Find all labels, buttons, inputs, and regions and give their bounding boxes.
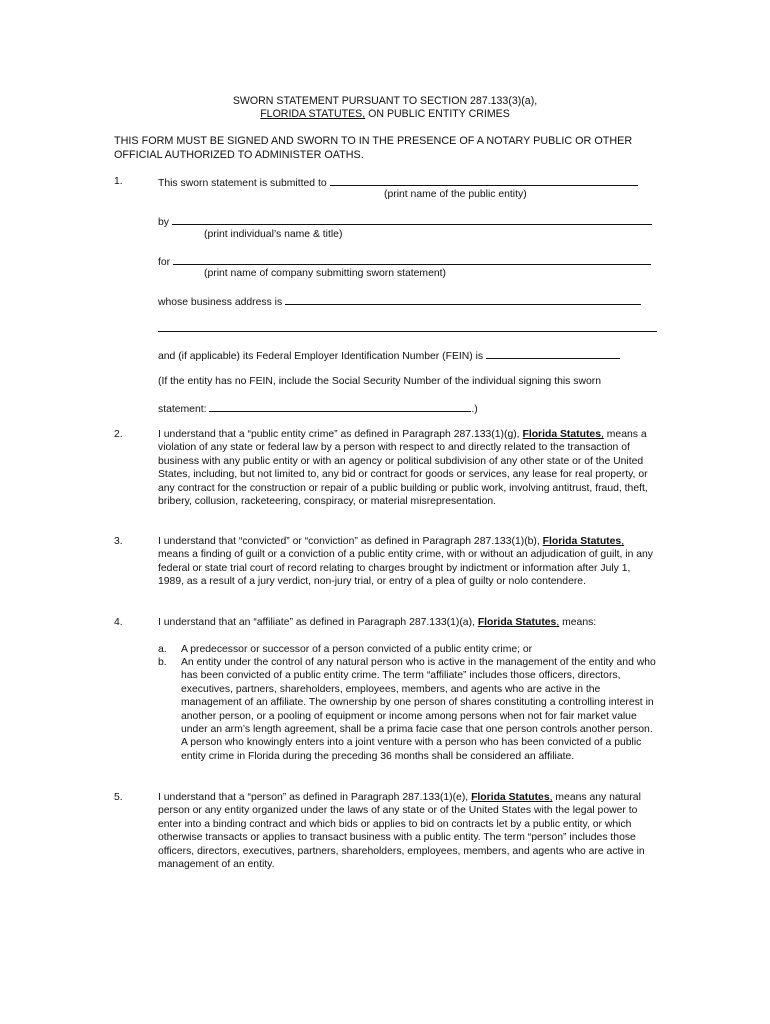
individual-name-title-field[interactable] — [172, 214, 652, 225]
statement-row — [158, 401, 478, 416]
fein-label: and (if applicable) its Federal Employer Identification Number (FEIN) is — [158, 351, 484, 362]
ssn-note: (If the entity has no FEIN, include the Social Security Number of the individual signing this sworn — [158, 376, 601, 387]
item-5-number: 5. — [114, 792, 123, 803]
item-4-statute: Florida Statutes — [477, 617, 557, 628]
business-address-field[interactable] — [285, 294, 641, 305]
item-4-comma: , — [556, 617, 560, 628]
address-label: whose business address is — [158, 297, 283, 308]
item-5-comma: , — [549, 792, 553, 803]
item-4-intro: I understand that an “affiliate” as defined in Paragraph 287.133(1)(a), — [158, 617, 478, 628]
item-1-number: 1. — [114, 176, 123, 187]
for-label: for — [158, 257, 171, 268]
fein-row — [158, 348, 620, 363]
item-3-number: 3. — [114, 536, 123, 547]
by-label: by — [158, 217, 169, 228]
item-3-statute: Florida Statutes — [542, 536, 622, 547]
notary-notice: THIS FORM MUST BE SIGNED AND SWORN TO IN THE PRESENCE OF A NOTARY PUBLIC OR OTHER OFFICIAL AUTHORIZED TO ADMINISTER OATHS. — [114, 135, 633, 161]
fein-field[interactable] — [486, 348, 620, 359]
business-address-field-line-2[interactable] — [158, 321, 657, 332]
item-2-number: 2. — [114, 429, 123, 440]
statement-end: .) — [471, 404, 478, 415]
statement-label: statement: — [158, 404, 207, 415]
form-title-line-1: SWORN STATEMENT PURSUANT TO SECTION 287.133(3)(a), — [232, 95, 538, 107]
item-4b-text: An entity under the control of any natural person who is active in the management of the entity and who has been convicted of a public entity crime. The term “affiliate” includes those officers, directors, executives, partners, shareholders, employees, members, and agents who are active in the management of an affiliate. The ownership by one person of shares constituting a controlling interest in another person, or a pooling of equipment or income among persons when not for fair market value under an arm’s length agreement, shall be a prima facie case that one person controls another person. A person who knowingly enters into a joint venture with a person who has been convicted of a public entity crime in Florida during the preceding 36 months shall be considered an affiliate. — [181, 657, 656, 762]
individual-hint: (print individual’s name & title) — [204, 229, 343, 240]
title-statute-reference: FLORIDA STATUTES, — [260, 108, 366, 120]
item-3-comma: , — [621, 536, 625, 547]
item-4a-text: A predecessor or successor of a person convicted of a public entity crime; or — [181, 644, 533, 655]
item-4-text — [158, 616, 658, 629]
item-3-intro: I understand that “convicted” or “conviction” as defined in Paragraph 287.133(1)(b), — [158, 536, 543, 547]
item-2-comma: , — [601, 429, 604, 440]
item-5-definition: means any natural person or any entity organized under the laws of any state or of the United States with the legal power to enter into a binding contract and which bids or applies to bid on contracts let by a public entity, or which otherwise transacts or applies to transact business with a public entity. The term “person” includes those officers, directors, executives, partners, shareholders, employees, members, and agents who are active in management of an entity. — [158, 792, 645, 871]
address-row-2 — [158, 321, 657, 336]
item-2-statute: Florida Statutes — [522, 429, 601, 440]
item-4-number: 4. — [114, 617, 123, 628]
item-2-text — [158, 428, 658, 508]
public-entity-name-field[interactable] — [330, 175, 638, 186]
item-4b-letter: b. — [158, 657, 167, 668]
item-5-text — [158, 791, 658, 871]
item-5-statute: Florida Statutes — [471, 792, 550, 803]
submitted-to-label: This sworn statement is submitted to — [158, 178, 327, 189]
title-subject: ON PUBLIC ENTITY CRIMES — [365, 108, 510, 120]
item-4a-letter: a. — [158, 644, 167, 655]
form-title-line-2 — [0, 108, 770, 121]
item-3-definition: means a finding of guilt or a conviction of a public entity crime, with or without an adjudication of guilt, in any federal or state trial court of record relating to charges brought by indictment or information after July 1, 1989, as a result of a jury verdict, non-jury trial, or entry of a plea of guilty or nolo contendere. — [158, 549, 653, 588]
item-4-means: means: — [559, 617, 597, 628]
ssn-field[interactable] — [209, 401, 471, 412]
company-hint: (print name of company submitting sworn statement) — [204, 268, 446, 279]
item-5-intro: I understand that a “person” as defined in Paragraph 287.133(1)(e), — [158, 792, 472, 803]
company-name-field[interactable] — [173, 254, 651, 265]
item-3-text — [158, 535, 658, 589]
item-2-definition: means a violation of any state or federal law by a person with respect to and directly related to the transaction of business with any public entity or with an agency or political subdivision of any other state or of the United States, including, but not limited to, any bid or contract for goods or services, any lease for real property, or any contract for the construction or repair of a public building or public work, involving antitrust, fraud, theft, bribery, collusion, racketeering, conspiracy, or material misrepresentation. — [158, 429, 648, 508]
item-2-intro: I understand that a “public entity crime” as defined in Paragraph 287.133(1)(g), — [158, 429, 523, 440]
public-entity-hint: (print name of the public entity) — [384, 189, 527, 200]
address-row — [158, 294, 641, 309]
